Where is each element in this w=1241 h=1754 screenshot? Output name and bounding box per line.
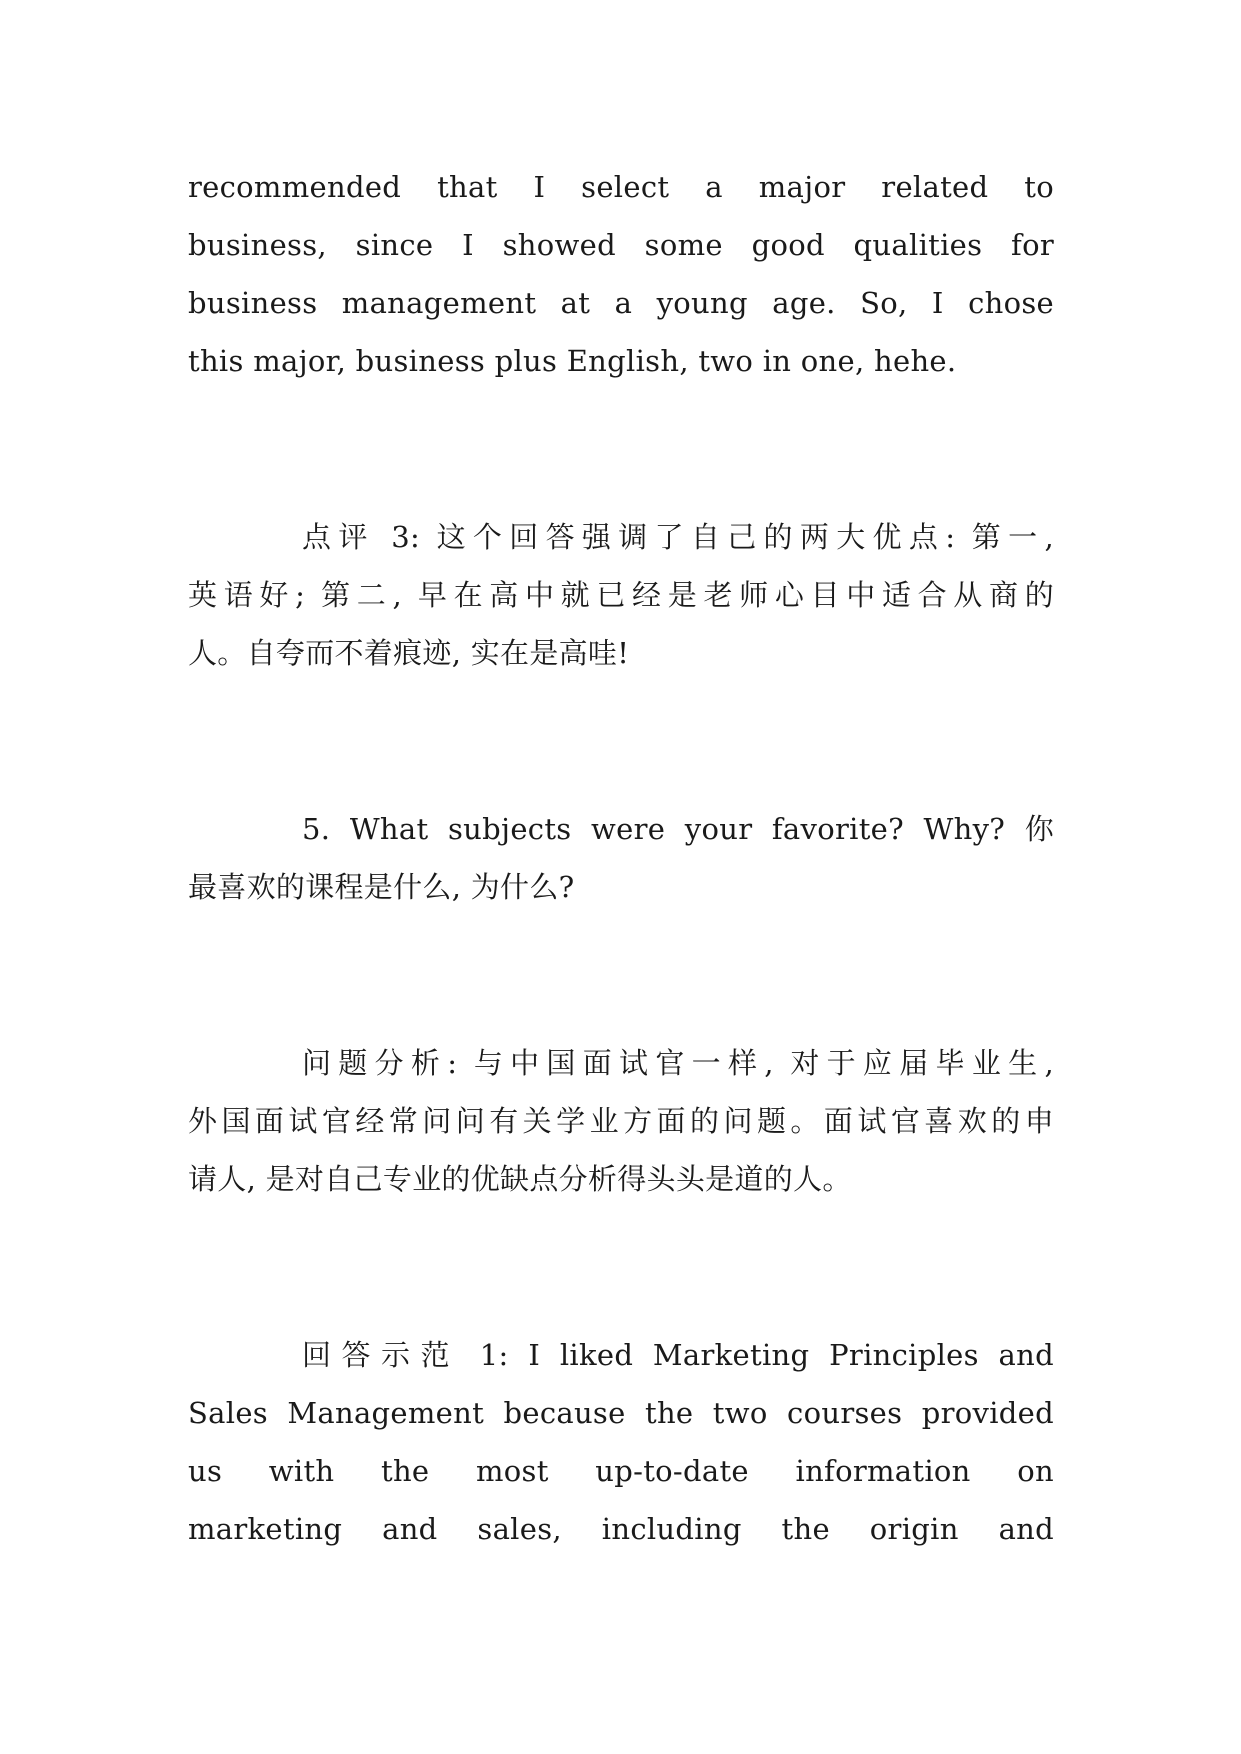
comment-paragraph bbox=[188, 508, 1054, 682]
text-line: 人。自夸而不着痕迹, 实在是高哇! bbox=[188, 636, 630, 670]
text-line: this major, business plus English, two in one, hehe. bbox=[188, 344, 957, 378]
text-line: 英语好; 第二, 早在高中就已经是老师心目中适合从商的 bbox=[188, 578, 1054, 612]
question-analysis-paragraph bbox=[188, 1034, 1054, 1208]
text-line: 请人, 是对自己专业的优缺点分析得头头是道的人。 bbox=[188, 1162, 852, 1196]
question-heading bbox=[188, 800, 1054, 916]
text-line: Sales Management because the two courses provided bbox=[188, 1396, 1054, 1430]
text-line: 5. What subjects were your favorite? Why? 你 bbox=[302, 812, 1054, 846]
text-line: 点评 3: 这个回答强调了自己的两大优点: 第一, bbox=[302, 520, 1054, 554]
text-line: 最喜欢的课程是什么, 为什么? bbox=[188, 870, 575, 904]
text-line: recommended that I select a major related to bbox=[188, 170, 1054, 204]
text-line: business management at a young age. So, I chose bbox=[188, 286, 1054, 320]
text-line: us with the most up-to-date information on bbox=[188, 1454, 1054, 1488]
text-line: marketing and sales, including the origin and bbox=[188, 1512, 1054, 1546]
sample-answer-paragraph bbox=[188, 1326, 1054, 1558]
answer-paragraph-continued bbox=[188, 158, 1054, 390]
text-line: 回答示范 1: I liked Marketing Principles and bbox=[302, 1338, 1054, 1372]
text-line: 问题分析: 与中国面试官一样, 对于应届毕业生, bbox=[302, 1046, 1054, 1080]
text-line: business, since I showed some good qualities for bbox=[188, 228, 1054, 262]
text-line: 外国面试官经常问问有关学业方面的问题。面试官喜欢的申 bbox=[188, 1104, 1054, 1138]
